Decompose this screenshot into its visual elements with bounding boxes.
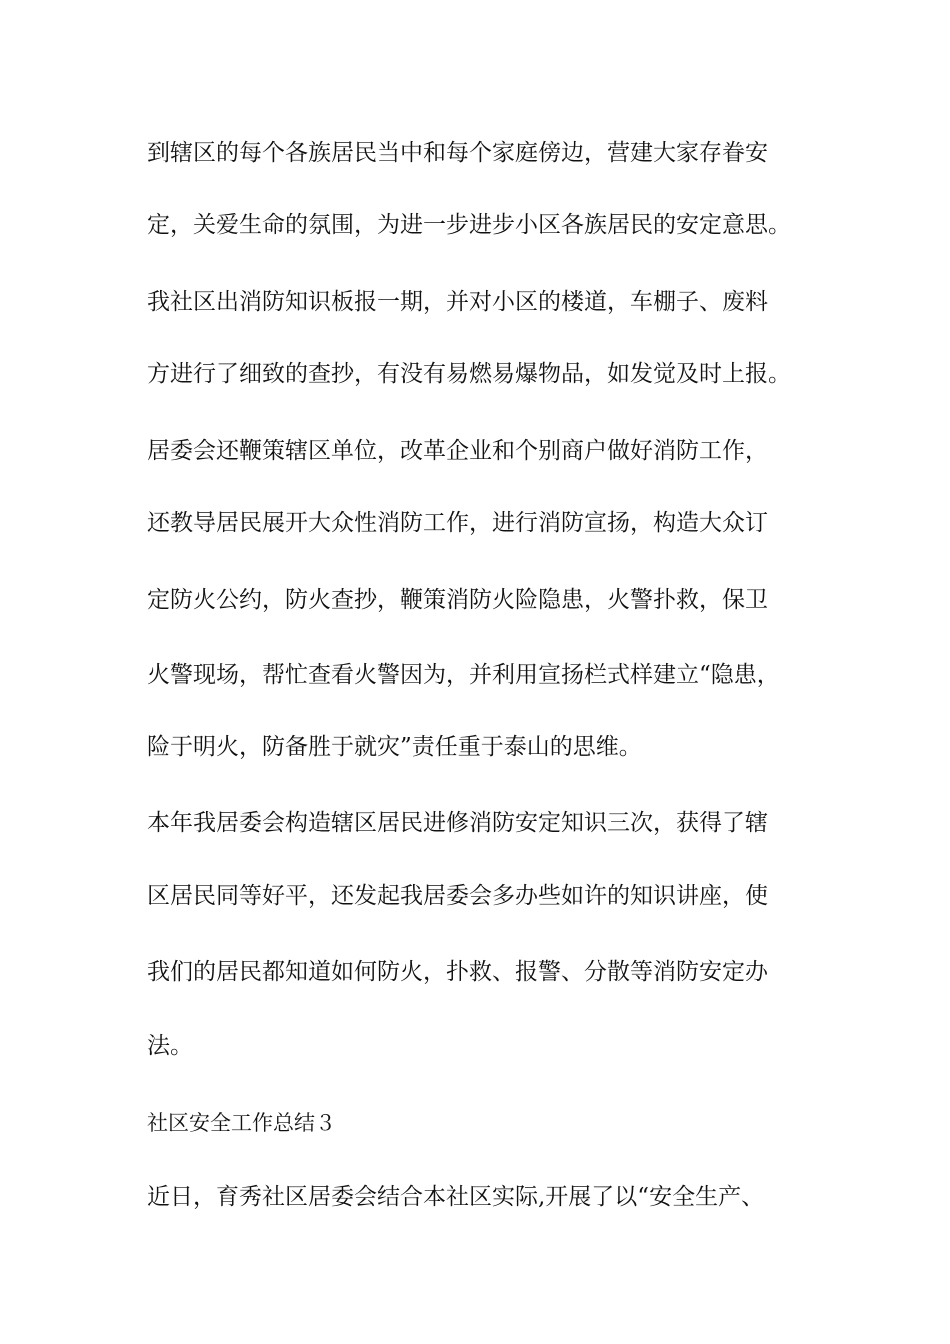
paragraph-line: 本年我居委会构造辖区居民进修消防安定知识三次，获得了辖 <box>147 810 768 836</box>
paragraph-line: 我们的居民都知道如何防火，扑救、报警、分散等消防安定办 <box>147 959 768 985</box>
paragraph-line: 定，关爱生命的氛围，为进一步进步小区各族居民的安定意思。 <box>147 212 791 238</box>
paragraph-line: 到辖区的每个各族居民当中和每个家庭傍边，营建大家存眷安 <box>147 140 768 166</box>
paragraph-line: 还教导居民展开大众性消防工作，进行消防宣扬，构造大众订 <box>147 510 768 536</box>
paragraph-line: 近日，育秀社区居委会结合本社区实际,开展了以“安全生产、 <box>147 1184 765 1210</box>
section-heading: 社区安全工作总结３ <box>147 1111 336 1135</box>
paragraph-line: 火警现场，帮忙查看火警因为，并利用宣扬栏式样建立“隐患， <box>147 662 780 688</box>
paragraph-line: 居委会还鞭策辖区单位，改革企业和个别商户做好消防工作， <box>147 438 768 464</box>
paragraph-line: 定防火公约，防火查抄，鞭策消防火险隐患，火警扑救，保卫 <box>147 587 768 613</box>
paragraph-line: 方进行了细致的查抄，有没有易燃易爆物品，如发觉及时上报。 <box>147 361 791 387</box>
paragraph-line: 法。 <box>147 1033 193 1059</box>
paragraph-line: 我社区出消防知识板报一期，并对小区的楼道，车棚子、废料 <box>147 289 768 315</box>
paragraph-line: 区居民同等好平，还发起我居委会多办些如许的知识讲座，使 <box>147 883 768 909</box>
paragraph-line: 险于明火，防备胜于就灾”责任重于泰山的思维。 <box>147 734 642 760</box>
